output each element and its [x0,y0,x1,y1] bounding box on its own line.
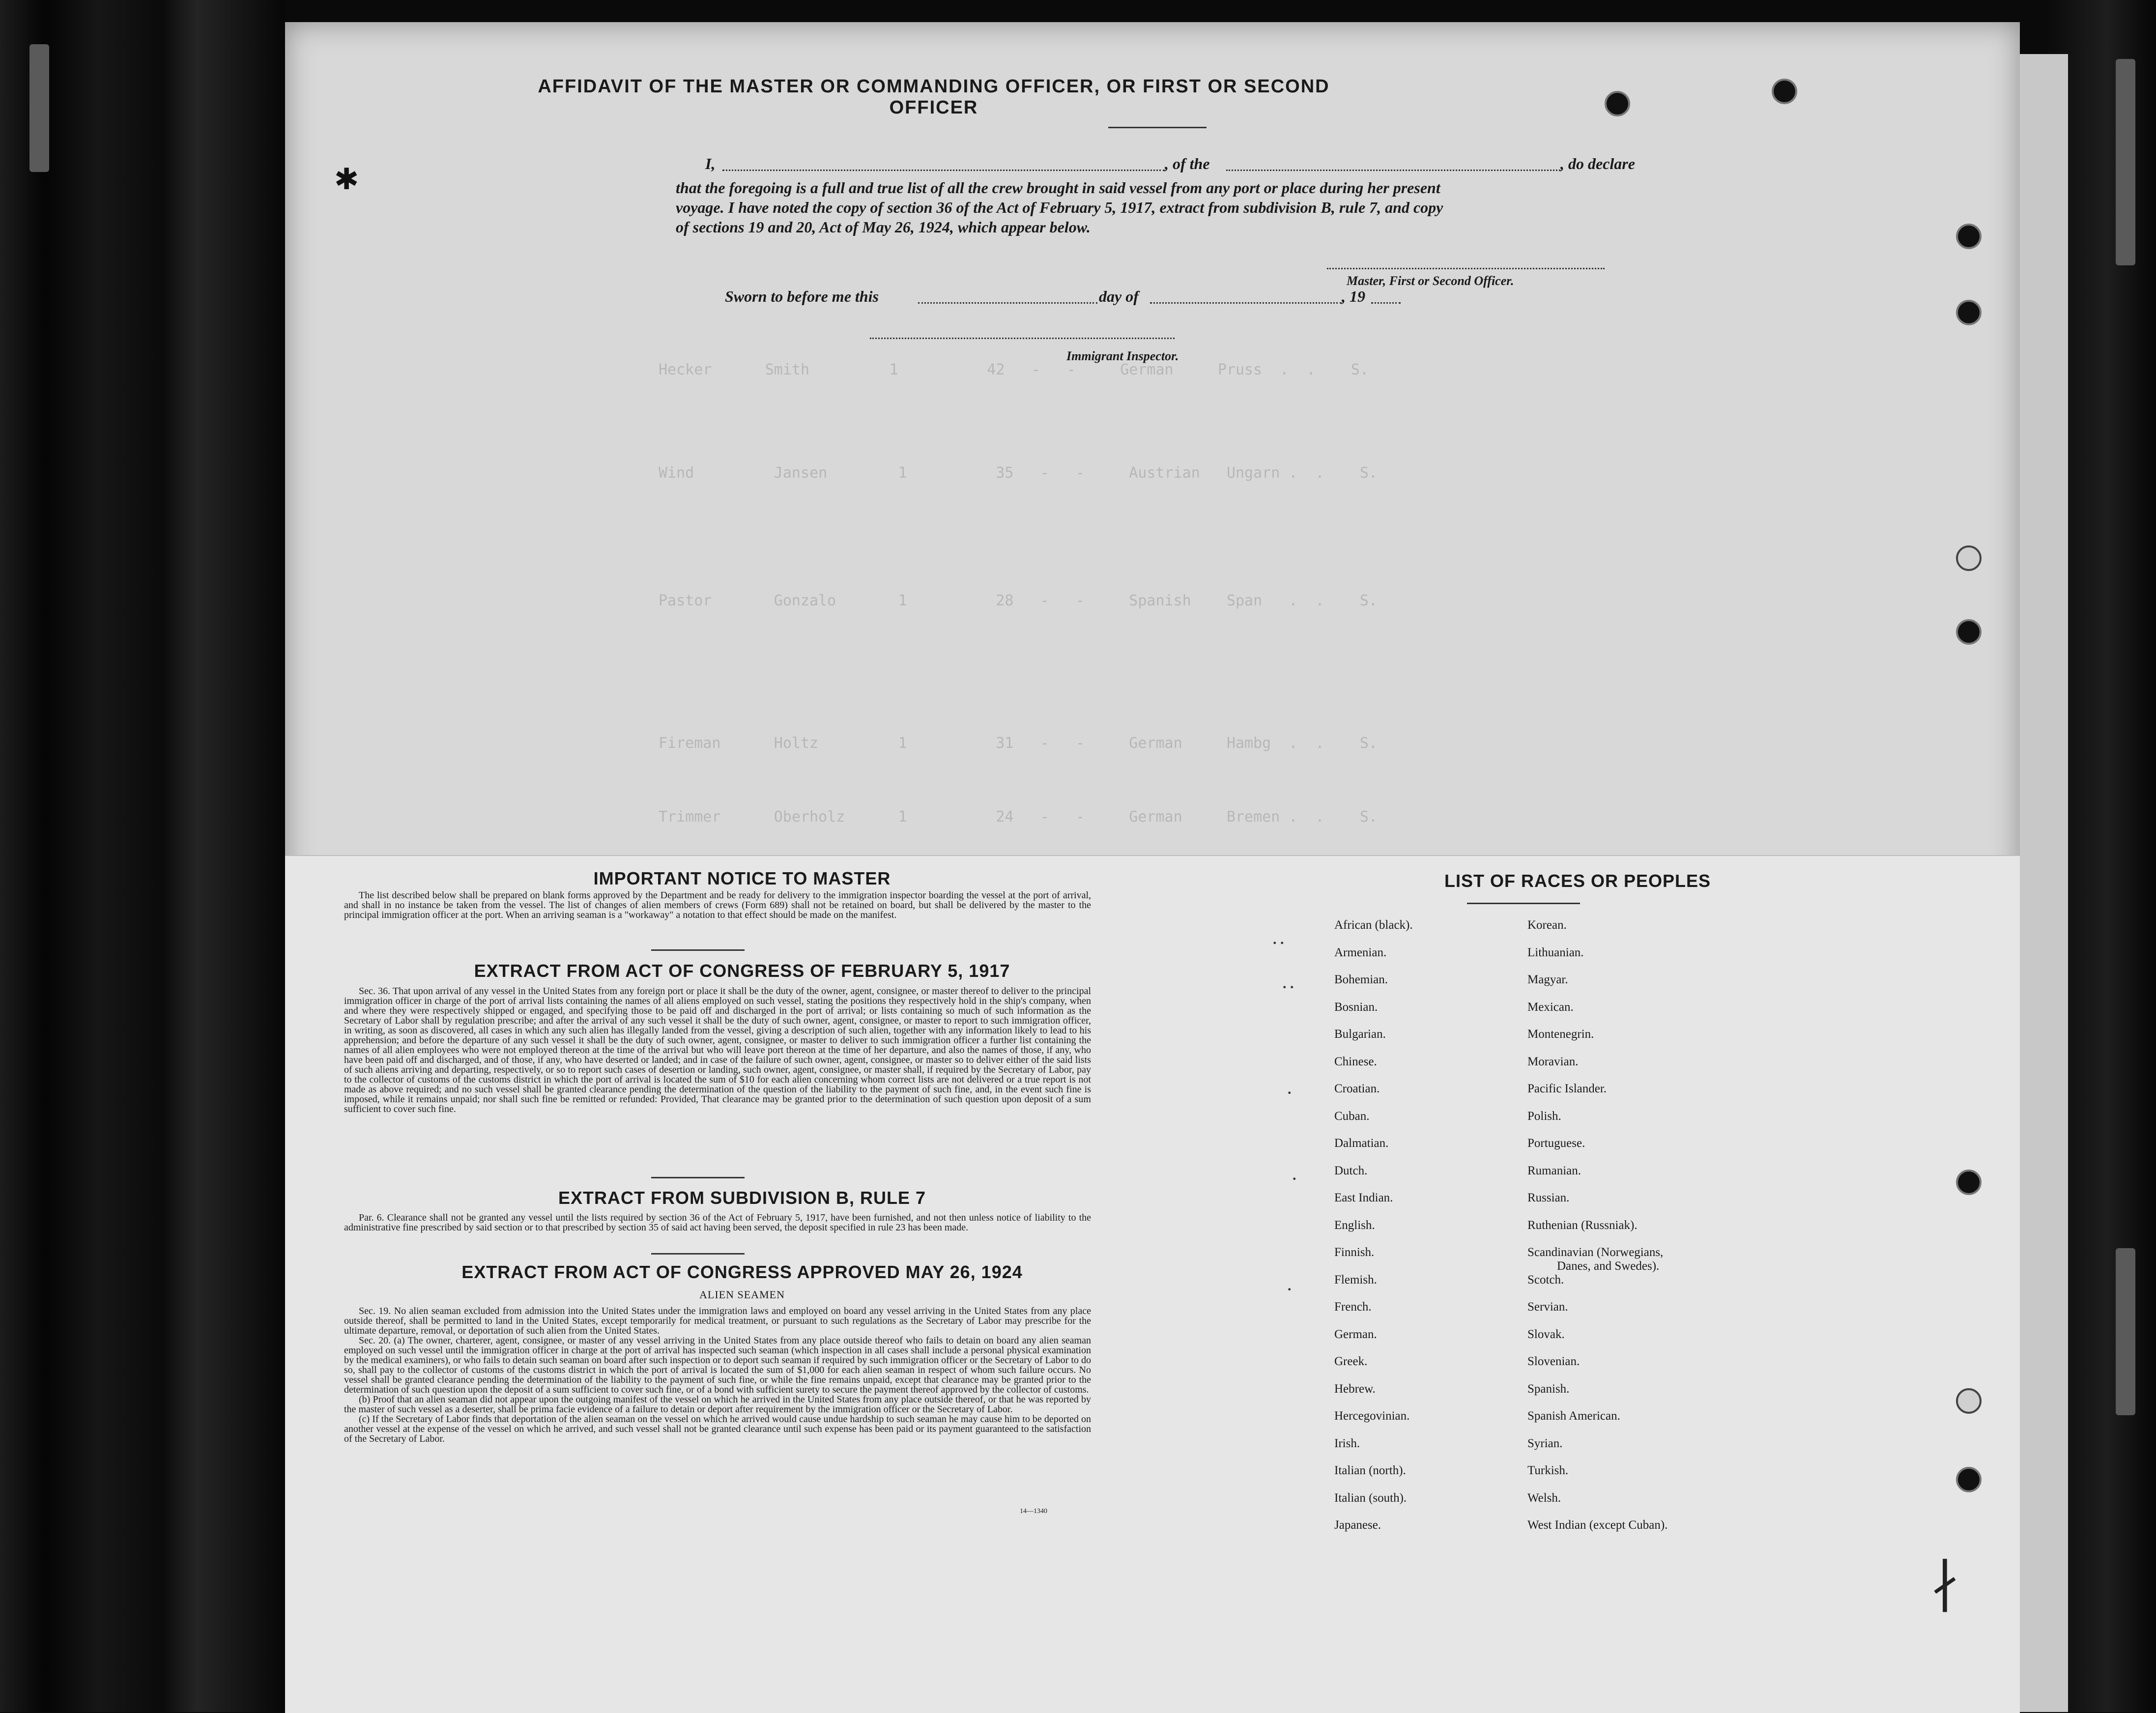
paragraph-6-text: Par. 6. Clearance shall not be granted any vessel until the lists required by section 36 of the Act of February 5, 1917, have been furnished, and not then unless notice of liability to the administrative fine prescribed by said section or to that prescribed by section 35 of said act having been served, the deposit specified in rule 23 has been made. [344,1212,1091,1233]
race-item: African (black). [1334,918,1413,932]
race-item: Servian. [1527,1300,1568,1313]
section-divider [651,949,745,951]
race-item: Pacific Islander. [1527,1082,1607,1095]
film-perforation [29,44,49,172]
master-signature-blank[interactable] [1327,268,1605,269]
race-item: Slovenian. [1527,1355,1580,1368]
race-item: Syrian. [1527,1436,1563,1450]
race-item: West Indian (except Cuban). [1527,1518,1668,1532]
punch-hole [1956,619,1982,645]
race-item: Montenegrin. [1527,1028,1594,1041]
notice-body [344,890,1091,920]
race-item: Moravian. [1527,1055,1579,1068]
race-item: Polish. [1527,1109,1561,1123]
inspector-signature-blank[interactable] [870,338,1175,339]
tick-mark: . . [1283,975,1294,992]
film-perforation [2116,1248,2135,1415]
bleed-through-text: Hecker Smith 1 42 - - German Pruss . . S. [659,361,1369,378]
rule7-title: EXTRACT FROM SUBDIVISION B, RULE 7 [558,1188,926,1208]
race-item: Bosnian. [1334,1000,1378,1014]
race-item: Irish. [1334,1436,1360,1450]
race-item: Slovak. [1527,1327,1565,1341]
vessel-blank[interactable] [1226,170,1560,171]
extract-1924-title: EXTRACT FROM ACT OF CONGRESS APPROVED MAY 26, 1924 [461,1262,1023,1282]
race-item: Flemish. [1334,1273,1377,1286]
race-item: German. [1334,1327,1377,1341]
notice-paragraph: The list described below shall be prepared on blank forms approved by the Department and be ready for delivery to the immigration inspector boarding the vessel at the port of arrival, and shall in no instance be taken from the vessel. The list of changes of alien members of crews (Form 689) shall not be retained on board, but shall be delivered by the master to the principal immigration officer at the port. When an arriving seaman is a "workaway" a notation to that effect should be made on the manifest. [344,890,1091,920]
section-divider [651,1177,745,1178]
races-title: LIST OF RACES OR PEOPLES [1444,871,1711,891]
day-blank[interactable] [918,302,1097,304]
punch-hole [1956,224,1982,249]
bleed-through-text: Pastor Gonzalo 1 28 - - Spanish Span . . S. [659,592,1378,609]
declaration-of-the: , of the [1165,155,1210,172]
month-blank[interactable] [1150,302,1342,304]
extract-1917-body [344,986,1091,1114]
race-item: Bulgarian. [1334,1028,1386,1041]
races-left-column [1334,918,1413,1545]
declaration-line-2: that the foregoing is a full and true list of all the crew brought in said vessel from any port or place during her present [676,179,1440,197]
races-title-underline [1467,903,1580,904]
punch-hole [1956,545,1982,571]
section-19-text: Sec. 19. No alien seaman excluded from admission into the United States under the immigration laws and employed on board any vessel arriving in the United States from any place outside thereof, shall be permitted to land in the United States, except temporarily for medical treatment, or pursuant to such regulations as the Secretary of Labor may prescribe for the ultimate departure, removal, or deportation of such alien from the United States. [344,1306,1091,1336]
race-item: Portuguese. [1527,1137,1585,1150]
race-item: East Indian. [1334,1191,1393,1204]
bleed-through-text: Wind Jansen 1 35 - - Austrian Ungarn . . S. [659,464,1378,482]
document-page [285,22,2020,1712]
section-36-text: Sec. 36. That upon arrival of any vessel in the United States from any foreign port or place it shall be the duty of the owner, agent, consignee, or master thereof to deliver to the principal immigration officer in charge of the port of arrival lists containing the names of all aliens employed on such vessel, stating the positions they respectively hold in the ship's company, when and where they were respectively shipped or engaged, and specifying those to be paid off and discharged in the port of arrival; or lists containing so much of such information as the Secretary of Labor shall by regulation prescribe; and after the arrival of any such vessel it shall be the duty of such owner, agent, consignee, or master to report to such immigration officer, in writing, as soon as discovered, all cases in which any such alien has illegally landed from the vessel, giving a description of such alien, together with any information likely to lead to his apprehension; and before the departure of any such vessel it shall be the duty of such owner, agent, consignee, or master to deliver to such immigration officer a further list containing the names of all alien employees who were not employed thereon at the time of the arrival but who will leave port thereon at the time of her departure, and also the names of those, if any, who have been paid off and discharged, and of those, if any, who have deserted or landed; and in case of the failure of such owner, agent, consignee, or master so to deliver either of the said lists of such aliens arriving and departing, respectively, or so to report such cases of desertion or landing, such owner, agent, consignee, or master shall, if required by the Secretary of Labor, pay to the collector of customs of the customs district in which the port of arrival is located the sum of $10 for each alien concerning whom correct lists are not delivered or a true report is not made as above required; and no such vessel shall be granted clearance pending the determination of the question of the liability to the payment of such fine, and, in the event such fine is imposed, while it remains unpaid; nor shall such fine be remitted or refunded: Provided, That clearance may be granted prior to the determination of such question upon deposit of a sum sufficient to cover such fine. [344,986,1091,1114]
declaration-line-4: of sections 19 and 20, Act of May 26, 1924, which appear below. [676,218,1091,236]
punch-hole [1956,300,1982,325]
race-item: Dalmatian. [1334,1137,1389,1150]
race-item: Turkish. [1527,1464,1569,1477]
master-label: Master, First or Second Officer. [1347,274,1514,288]
race-item: Japanese. [1334,1518,1381,1532]
extract-1917-title: EXTRACT FROM ACT OF CONGRESS OF FEBRUARY 5, 1917 [474,961,1010,981]
year-blank[interactable] [1371,302,1401,304]
rule7-body [344,1213,1091,1232]
punch-hole [1772,79,1797,104]
bleed-through-text: Fireman Holtz 1 31 - - German Hambg . . S. [659,735,1378,752]
extract-1924-body [344,1306,1091,1444]
section-20c-text: (c) If the Secretary of Labor finds that deportation of the alien seaman on the vessel on which he arrived would cause undue hardship to such seaman he may cause him to be deported on another vessel at the expense of the vessel on which he arrived, and such vessel shall not be granted clearance until such expense has been paid or its payment guaranteed to the satisfaction of the Secretary of Labor. [344,1414,1091,1444]
race-item: Magyar. [1527,973,1568,986]
bleed-through-text: Trimmer Oberholz 1 24 - - German Bremen . . S. [659,808,1378,826]
handwritten-mark: ∤ [1931,1550,1958,1613]
race-item: Scotch. [1527,1273,1564,1286]
inspector-label: Immigrant Inspector. [1066,349,1179,363]
race-item: Lithuanian. [1527,945,1584,959]
race-item: Chinese. [1334,1055,1377,1068]
race-item: French. [1334,1300,1372,1313]
film-perforation [2116,59,2135,265]
sworn-prefix: Sworn to before me this [725,287,879,305]
race-item: Armenian. [1334,945,1387,959]
affidavit-title: AFFIDAVIT OF THE MASTER OR COMMANDING OFFICER, OR FIRST OR SECOND OFFICER [538,76,1330,118]
lower-sheet [285,855,2020,1713]
race-item: Hebrew. [1334,1382,1376,1396]
declaration-line-3: voyage. I have noted the copy of section 36 of the Act of February 5, 1917, extract from subdivision B, rule 7, and copy [676,199,1443,216]
race-item: Korean. [1527,918,1567,932]
race-item: Bohemian. [1334,973,1388,986]
punch-hole [1956,1388,1982,1414]
race-item: English. [1334,1218,1375,1232]
race-item: Dutch. [1334,1164,1368,1177]
punch-hole [1956,1467,1982,1492]
scan-border-left [0,0,285,1712]
race-item-scandinavian-cont: Danes, and Swedes). [1557,1259,1660,1273]
tick-mark: . [1288,1081,1292,1097]
race-item: Spanish American. [1527,1409,1620,1423]
section-divider [651,1253,745,1255]
punch-hole [1956,1170,1982,1195]
punch-hole [1605,91,1630,116]
title-underline [1108,127,1207,128]
declaration-i: I, [705,155,716,172]
races-right-column [1527,918,1667,1545]
race-item: Italian (south). [1334,1491,1407,1505]
race-item: Welsh. [1527,1491,1561,1505]
race-item: Spanish. [1527,1382,1570,1396]
race-item: Hercegovinian. [1334,1409,1410,1423]
race-item: Russian. [1527,1191,1570,1204]
day-of-label: day of [1099,287,1139,305]
form-number: 14—1340 [1020,1508,1047,1515]
race-item: Cuban. [1334,1109,1370,1123]
race-item: Ruthenian (Russniak). [1527,1218,1638,1232]
year-prefix: , 19 [1342,287,1365,305]
declaration-do-declare: , do declare [1560,155,1635,172]
race-item: Rumanian. [1527,1164,1581,1177]
alien-seamen-subtitle: ALIEN SEAMEN [699,1288,785,1301]
tick-mark: . [1288,1278,1292,1294]
section-20b-text: (b) Proof that an alien seaman did not appear upon the outgoing manifest of the vessel on which he arrived in the United States from any place outside thereof, or that he was reported by the master of such vessel as a deserter, shall be prima facie evidence of a failure to detain or deport after requirement by the immigration officer or the Secretary of Labor. [344,1394,1091,1415]
tick-mark: . . [1273,931,1284,947]
race-item: Italian (north). [1334,1464,1406,1477]
race-item-scandinavian: Scandinavian (Norwegians, [1527,1246,1664,1259]
race-item: Croatian. [1334,1082,1380,1095]
race-item: Finnish. [1334,1246,1375,1259]
tick-mark: . [1293,1167,1296,1183]
notice-title: IMPORTANT NOTICE TO MASTER [593,868,891,888]
race-item: Greek. [1334,1355,1368,1368]
race-item: Mexican. [1527,1000,1574,1014]
stamp-mark: ✱ [334,163,359,196]
name-blank[interactable] [722,170,1165,171]
section-20a-text: Sec. 20. (a) The owner, charterer, agent, consignee, or master of any vessel arriving in the United States from any place outside thereof who fails to detain on board any alien seaman employed on such vessel until the immigration officer in charge at the port of arrival has inspected such seaman (which inspection in all cases shall include a personal physical examination by the medical examiners), or who fails to detain such seaman on board after such inspection or to deport such seaman if required by such immigration officer or the Secretary of Labor to do so, shall pay to the collector of customs of the customs district in which the port of arrival is located the sum of $1,000 for each alien seaman in respect of whom such failure occurs. No vessel shall be granted clearance pending the determination of the liability to the payment of such fine, or while the fine remains unpaid, except that clearance may be granted prior to the determination of such question upon the deposit of a sum sufficient to cover such fine, or of a bond with sufficient surety to secure the payment thereof approved by the collector of customs. [344,1335,1091,1395]
race-item [1527,1245,1667,1273]
